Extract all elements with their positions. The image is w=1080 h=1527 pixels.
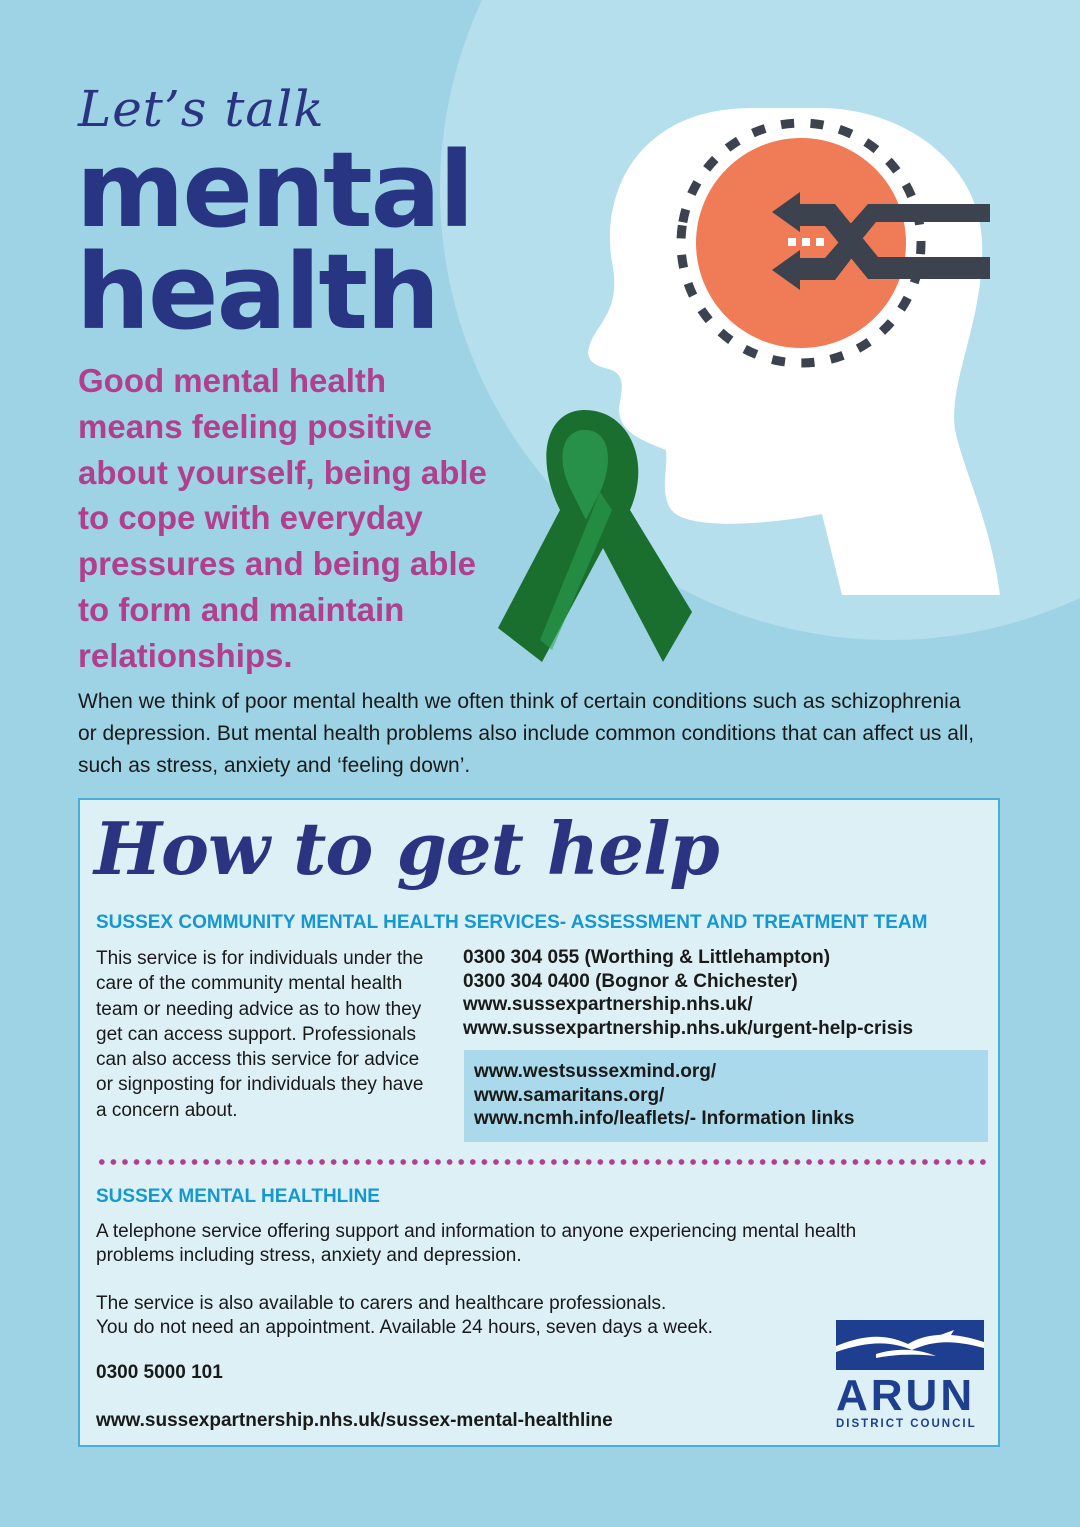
orange-circle [696,138,906,348]
healthline-para-2-line-1: The service is also available to carers and healthcare professionals. [96,1293,667,1314]
arun-logo [836,1320,986,1430]
logo-name: ARUN [836,1371,976,1420]
healthline-url[interactable]: www.sussexpartnership.nhs.uk/sussex-mental-healthline [96,1410,613,1431]
tagline: Let’s talk [78,80,325,138]
healthline-para-2 [96,1292,916,1339]
healthline-para-2-line-2: You do not need an appointment. Available 24 hours, seven days a week. [96,1316,713,1338]
title-line-1: mental [76,129,473,251]
link-samaritans[interactable]: www.samaritans.org/ [474,1084,665,1106]
dotted-divider [96,1158,988,1166]
community-description: This service is for individuals under the care of the community mental health team or needing advice as to how they get can access support. Professionals can also access this service for advice or signposting for individuals they have a concern about. [96,948,424,1121]
community-contacts [463,946,913,1040]
bird-wave-icon [836,1320,984,1370]
title-line-2: health [76,231,439,353]
contact-link-partnership[interactable]: www.sussexpartnership.nhs.uk/ [463,994,753,1015]
contact-link-urgent-help[interactable]: www.sussexpartnership.nhs.uk/urgent-help-crisis [463,1017,914,1039]
lede-text: Good mental health means feeling positive about yourself, being able to cope with everyday pressures and being able to form and maintain relationships. [78,362,487,674]
contact-phone-worthing[interactable]: 0300 304 055 (Worthing & Littlehampton) [463,947,831,968]
healthline-phone[interactable]: 0300 5000 101 [96,1362,223,1383]
community-heading: SUSSEX COMMUNITY MENTAL HEALTH SERVICES- ASSESSMENT AND TREATMENT TEAM [96,912,928,933]
link-ncmh[interactable]: www.ncmh.info/leaflets/- Information links [474,1108,855,1129]
healthline-para-1: A telephone service offering support and information to anyone experiencing mental health problems including stress, anxiety and depression. [96,1221,857,1266]
intro-text: When we think of poor mental health we often think of certain conditions such as schizophrenia or depression. But mental health problems also include common conditions that can affect us all, such as stress, anxiety and ‘feeling down’. [78,690,975,777]
help-title: How to get help [94,806,719,891]
logo-bird-banner [836,1320,984,1370]
help-box [78,798,1000,1447]
info-links-box [464,1050,988,1142]
healthline-heading: SUSSEX MENTAL HEALTHLINE [96,1186,380,1207]
logo-subtitle: DISTRICT COUNCIL [836,1418,977,1430]
contact-phone-bognor[interactable]: 0300 304 0400 (Bognor & Chichester) [463,970,798,992]
link-westsussexmind[interactable]: www.westsussexmind.org/ [474,1061,717,1082]
